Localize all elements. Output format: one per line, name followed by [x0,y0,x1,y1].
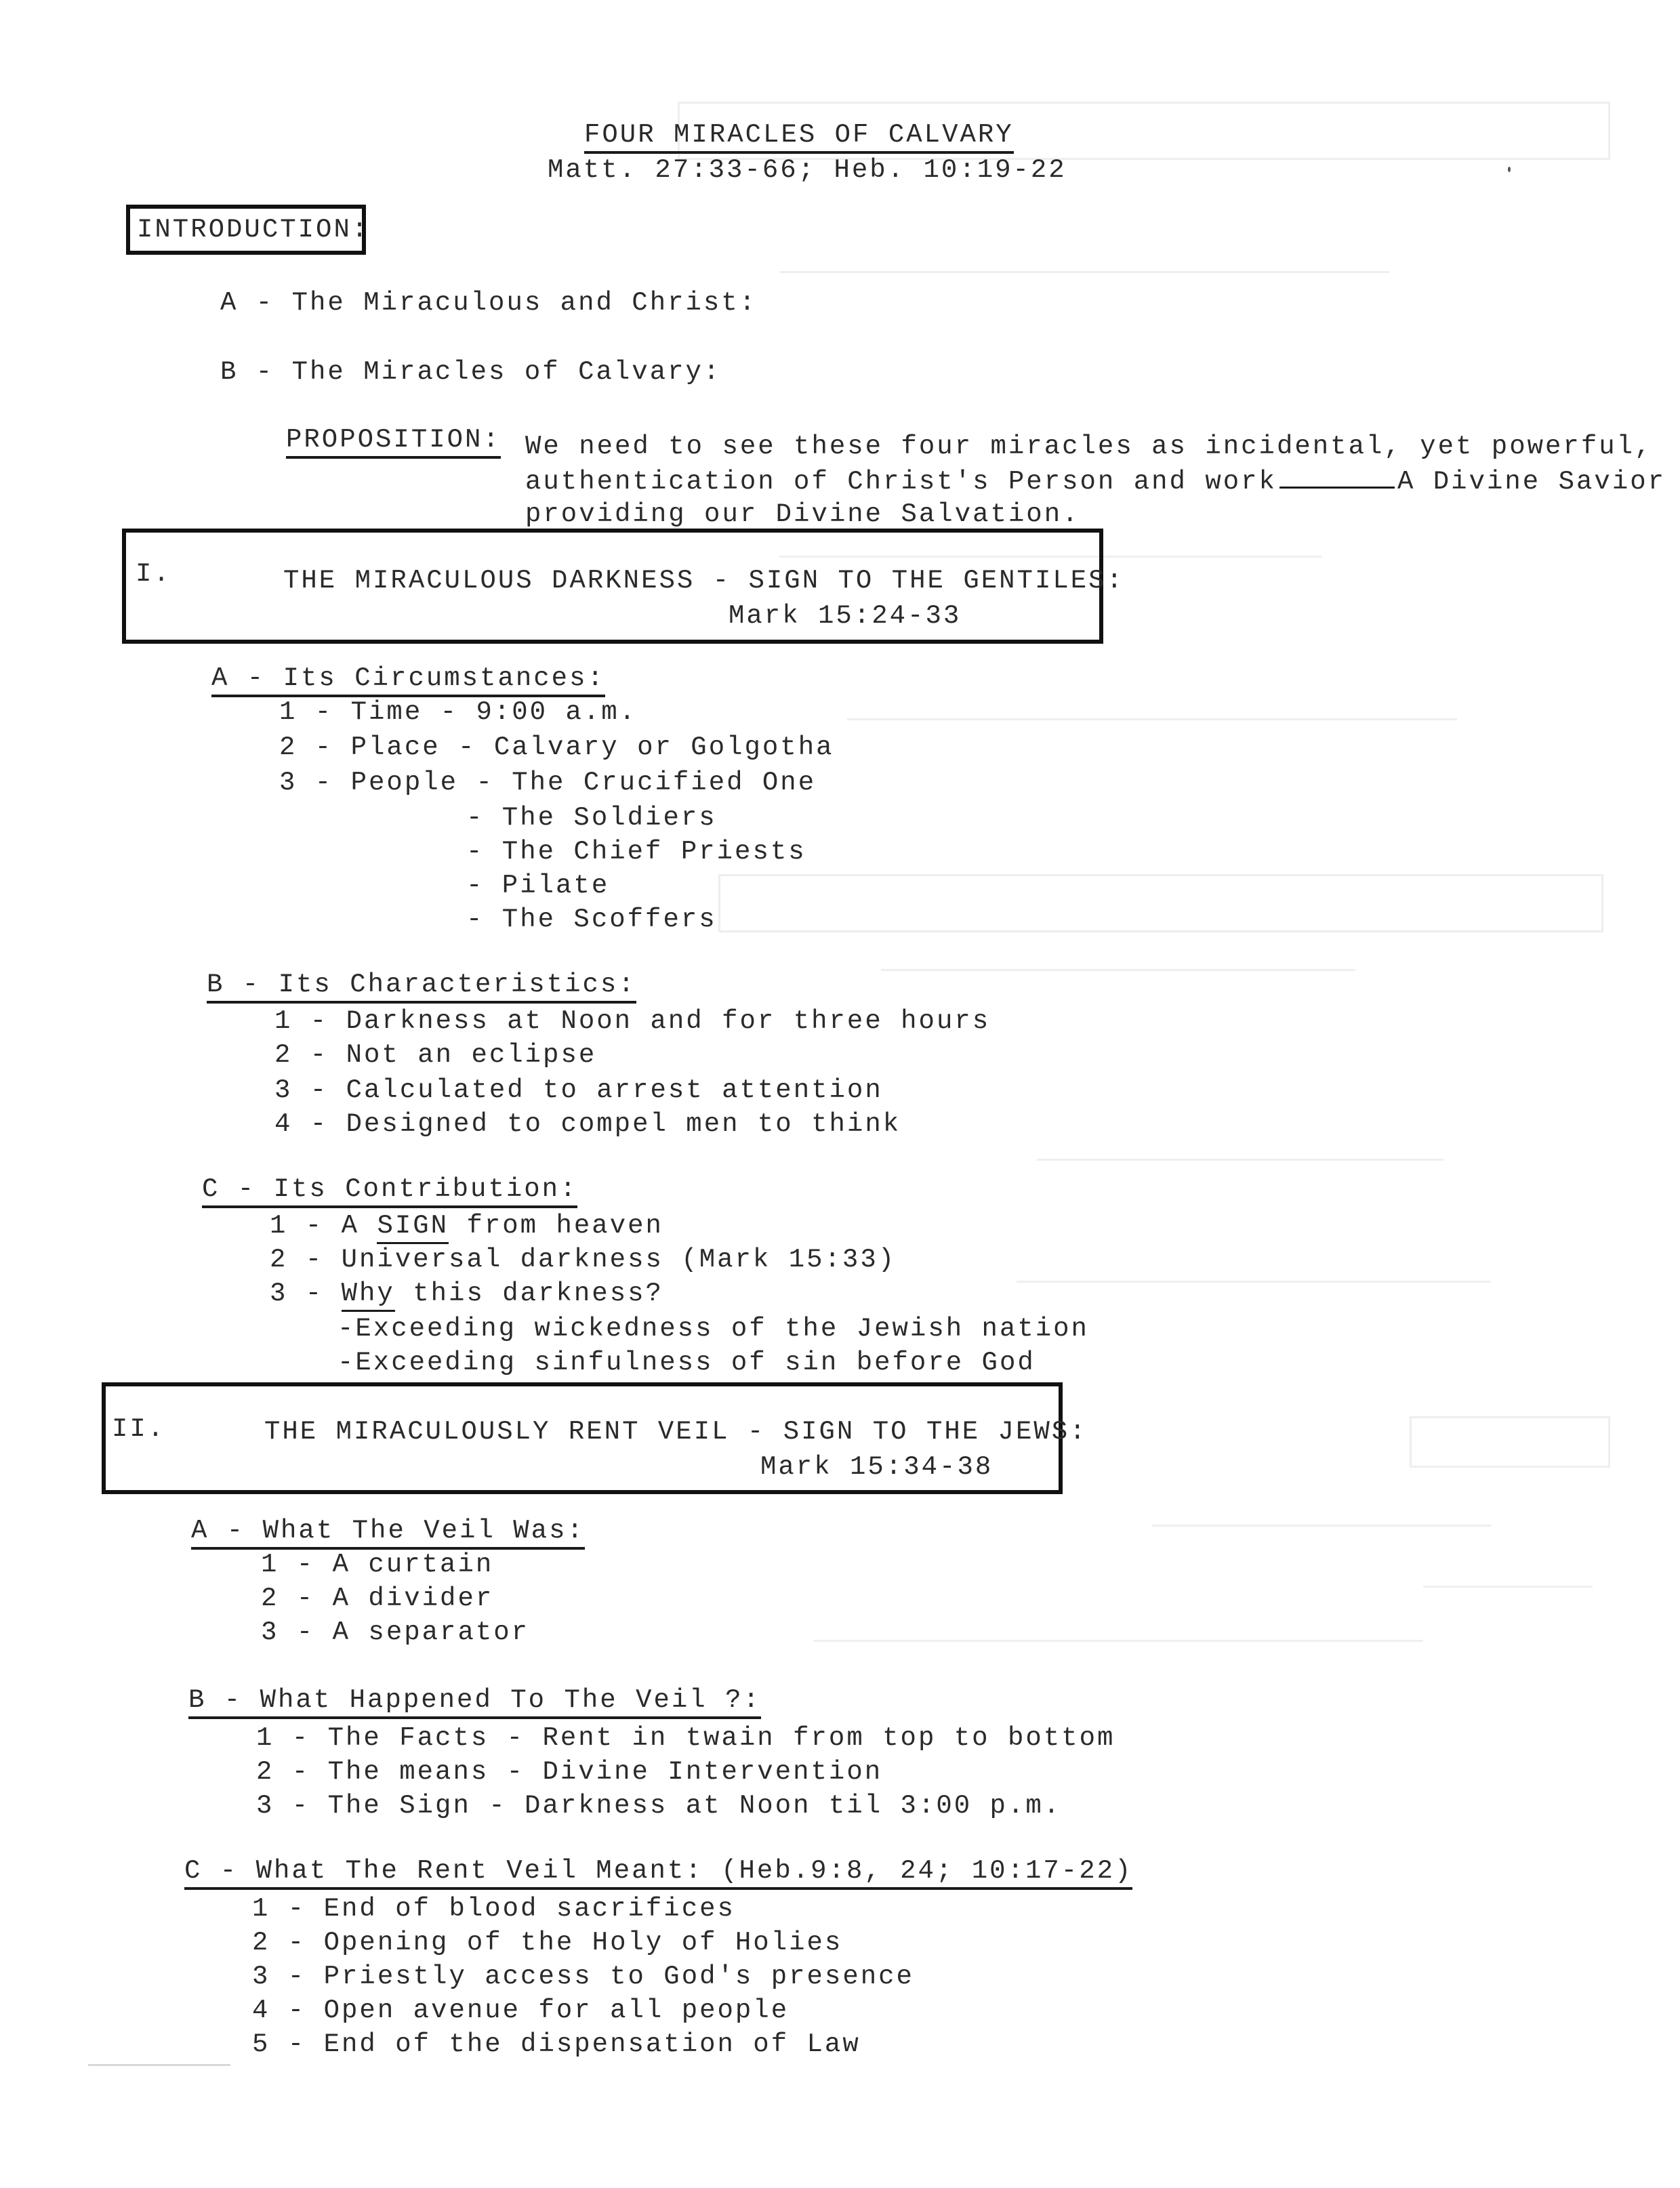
page-title: FOUR MIRACLES OF CALVARY [584,122,1014,154]
scripture-reference: Matt. 27:33-66; Heb. 10:19-22 [548,155,1067,185]
list-item: - Pilate [466,871,610,901]
bleed-through-line [813,1640,1423,1642]
section-1-reference: Mark 15:24-33 [729,601,962,631]
list-sub-item: -Exceeding sinfulness of sin before God [337,1348,1036,1378]
proposition-line-3: providing our Divine Salvation. [525,499,1080,529]
bleed-through-line [881,969,1355,971]
bleed-through-line [847,718,1457,720]
sign-emphasis: SIGN [377,1211,449,1244]
list-item: 1 - A curtain [261,1550,494,1580]
bleed-through-box-right [1410,1416,1610,1468]
list-item: - The Soldiers [466,803,717,833]
list-item-suffix: from heaven [449,1211,663,1241]
proposition-label: PROPOSITION: [286,427,501,459]
list-item-suffix: this darkness? [394,1279,663,1308]
list-item: 4 - Designed to compel men to think [274,1109,901,1139]
list-item: 1 - Darkness at Noon and for three hours [274,1006,991,1036]
bleed-through-box-mid [718,874,1603,932]
section-2-b-heading: B - What Happened To The Veil ?: [188,1687,761,1719]
list-item: 1 - Time - 9:00 a.m. [279,697,638,727]
list-item: 2 - Place - Calvary or Golgotha [279,732,834,762]
list-item: 2 - A divider [261,1584,494,1613]
list-item [270,1213,663,1239]
section-1-b-heading: B - Its Characteristics: [207,972,636,1004]
list-item [270,1281,663,1307]
list-item: 2 - The means - Divine Intervention [256,1757,883,1787]
section-1-a-heading: A - Its Circumstances: [211,665,605,697]
list-item: 3 - Priestly access to God's presence [252,1962,914,1991]
intro-point-b: B - The Miracles of Calvary: [220,357,722,387]
proposition-line-1: We need to see these four miracles as incidental, yet powerful, [525,432,1653,461]
list-item: 5 - End of the dispensation of Law [252,2029,861,2059]
list-item: 2 - Universal darkness (Mark 15:33) [270,1245,897,1275]
list-item: 3 - People - The Crucified One [279,768,817,798]
list-item: 1 - The Facts - Rent in twain from top to bottom [256,1723,1115,1753]
section-2-numeral: II. [112,1414,166,1444]
section-1-numeral: I. [136,559,171,589]
section-2-a-heading: A - What The Veil Was: [191,1518,585,1550]
section-1-c-heading: C - Its Contribution: [202,1176,577,1208]
proposition-line-2 [525,469,1666,495]
list-item: 3 - Calculated to arrest attention [274,1075,883,1105]
list-item: 4 - Open avenue for all people [252,1996,790,2025]
list-item: - The Scoffers [466,905,717,934]
list-item: 3 - The Sign - Darkness at Noon til 3:00 p.m. [256,1791,1062,1821]
intro-point-a: A - The Miraculous and Christ: [220,288,758,318]
bleed-through-line [1037,1159,1443,1161]
introduction-label: INTRODUCTION: [137,215,370,245]
list-item: 1 - End of blood sacrifices [252,1894,735,1924]
section-1-heading: THE MIRACULOUS DARKNESS - SIGN TO THE GENTILES: [283,566,1124,596]
list-item: 2 - Opening of the Holy of Holies [252,1928,843,1958]
bleed-through-line [779,271,1389,273]
list-item: - The Chief Priests [466,837,806,867]
section-2-c-heading: C - What The Rent Veil Meant: (Heb.9:8, 24; 10:17-22) [184,1858,1132,1890]
why-emphasis: Why [342,1279,395,1312]
margin-mark [1508,167,1511,172]
section-2-reference: Mark 15:34-38 [760,1452,993,1482]
list-item-prefix: 3 - [270,1279,342,1308]
proposition-line-2-b: A Divine Savior [1397,467,1666,497]
bleed-through-line [1423,1586,1593,1588]
list-item: 2 - Not an eclipse [274,1040,597,1070]
proposition-blank [1279,487,1395,489]
list-sub-item: -Exceeding wickedness of the Jewish nation [337,1314,1089,1344]
section-2-heading: THE MIRACULOUSLY RENT VEIL - SIGN TO THE JEWS: [264,1417,1088,1447]
list-item-prefix: 1 - A [270,1211,377,1241]
list-item: 3 - A separator [261,1617,530,1647]
proposition-line-2-a: authentication of Christ's Person and work [525,467,1277,497]
scan-mark [88,2064,230,2066]
bleed-through-line [1152,1525,1491,1527]
bleed-through-line [1017,1281,1491,1283]
